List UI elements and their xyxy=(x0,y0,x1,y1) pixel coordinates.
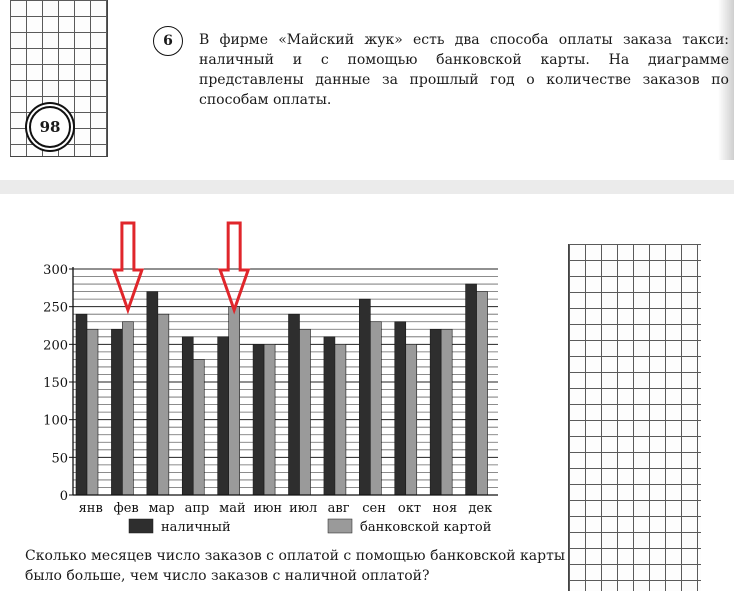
x-tick-label: янв xyxy=(78,501,103,516)
x-tick-label: ноя xyxy=(432,501,458,516)
y-tick-label: 250 xyxy=(43,300,68,316)
bar-card-дек xyxy=(477,292,488,495)
y-tick-label: 50 xyxy=(51,451,68,467)
bar-cash-фев xyxy=(111,329,122,495)
bar-cash-янв xyxy=(76,314,87,495)
bar-card-май xyxy=(229,307,240,495)
bar-card-фев xyxy=(122,322,133,495)
x-tick-label: сен xyxy=(362,501,386,516)
bar-card-окт xyxy=(406,344,417,495)
bar-chart xyxy=(0,215,560,545)
bar-card-янв xyxy=(87,329,98,495)
bar-card-мар xyxy=(158,314,169,495)
page-separator xyxy=(0,180,734,194)
bar-cash-мар xyxy=(147,292,158,495)
x-tick-label: июл xyxy=(289,501,318,516)
legend-label-card: банковской картой xyxy=(360,520,492,535)
problem-number: 6 xyxy=(163,33,173,49)
x-tick-label: авг xyxy=(327,501,350,516)
bar-card-авг xyxy=(335,344,346,495)
bar-card-апр xyxy=(193,359,204,495)
bar-card-июл xyxy=(300,329,311,495)
down-arrow-icon xyxy=(220,223,248,310)
y-tick-label: 300 xyxy=(43,263,68,278)
y-tick-label: 100 xyxy=(43,413,68,429)
bar-cash-апр xyxy=(182,337,193,495)
graph-paper-right xyxy=(568,244,701,591)
y-tick-label: 150 xyxy=(43,376,68,391)
bar-cash-авг xyxy=(324,337,335,495)
chart-legend xyxy=(129,519,491,535)
x-tick-label: фев xyxy=(113,501,139,516)
x-tick-label: дек xyxy=(468,501,493,516)
chart-annotations xyxy=(114,223,248,310)
bar-cash-май xyxy=(218,337,229,495)
x-tick-label: мар xyxy=(148,501,175,516)
bar-card-ноя xyxy=(441,329,452,495)
bar-card-сен xyxy=(370,322,381,495)
x-tick-label: апр xyxy=(184,501,210,516)
bar-cash-ноя xyxy=(430,329,441,495)
question-text: Сколько месяцев число заказов с оплатой с помощью банковской карты было больше, чем число заказов с наличной оплатой? xyxy=(25,548,565,584)
bar-cash-дек xyxy=(466,284,477,495)
bar-card-июн xyxy=(264,344,275,495)
problem-statement: В фирме «Майский жук» есть два способа оплаты заказа такси: наличный и с помощью банковской карты. На диаграмме представлены данные за прошлый год о количестве заказов по способам оплаты. xyxy=(199,32,729,108)
x-tick-label: июн xyxy=(253,501,283,516)
page-number-badge xyxy=(29,106,71,148)
bar-cash-июн xyxy=(253,344,264,495)
y-tick-label: 0 xyxy=(59,489,68,504)
legend-swatch-card xyxy=(328,519,352,533)
problem-number-badge xyxy=(153,26,183,56)
page-number: 98 xyxy=(39,118,61,136)
x-tick-label: окт xyxy=(397,501,422,516)
x-tick-label: май xyxy=(219,501,246,516)
y-tick-label: 200 xyxy=(43,338,68,354)
down-arrow-icon xyxy=(114,223,142,310)
legend-label-cash: наличный xyxy=(161,520,231,535)
bar-cash-окт xyxy=(395,322,406,495)
bar-cash-сен xyxy=(359,299,370,495)
bar-cash-июл xyxy=(289,314,300,495)
legend-swatch-cash xyxy=(129,519,153,533)
